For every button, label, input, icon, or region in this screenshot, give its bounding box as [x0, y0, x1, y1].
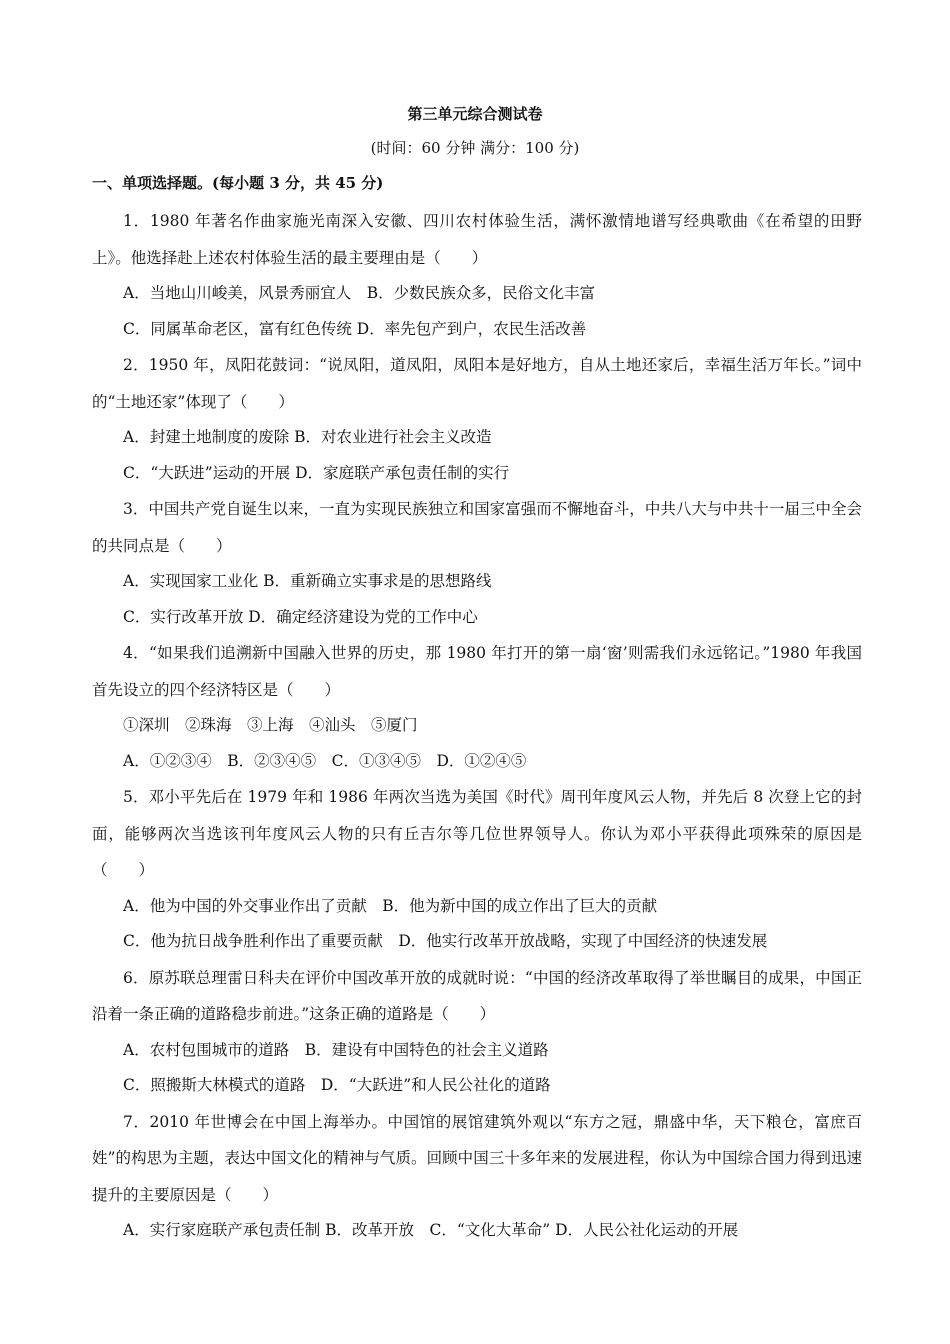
question-6	[92, 960, 862, 1104]
item-list: ①深圳 ②珠海 ③上海 ④汕头 ⑤厦门	[123, 716, 418, 734]
question-4	[92, 635, 862, 779]
option-line: A．实现国家工业化 B．重新确立实事求是的思想路线	[123, 572, 492, 590]
option-line: C．照搬斯大林模式的道路 D．“大跃进”和人民公社化的道路	[123, 1076, 551, 1094]
option-line: C．同属革命老区，富有红色传统 D．率先包产到户，农民生活改善	[123, 319, 587, 338]
exam-info: (时间：60 分钟 满分：100 分)	[370, 139, 580, 157]
option-line: A．封建土地制度的废除 B．对农业进行社会主义改造	[123, 428, 492, 446]
option-line: C．“大跃进”运动的开展 D．家庭联产承包责任制的实行	[123, 463, 510, 482]
option-line: C．他为抗日战争胜利作出了重要贡献 D．他实行改革开放战略，实现了中国经济的快速发展	[123, 932, 768, 950]
option-line: C．实行改革开放 D．确定经济建设为党的工作中心	[123, 607, 478, 626]
question-5	[92, 779, 862, 960]
option-line: A．他为中国的外交事业作出了贡献 B．他为新中国的成立作出了巨大的贡献	[123, 896, 658, 915]
question-3	[92, 491, 862, 635]
question-stem: 7．2010 年世博会在中国上海举办。中国馆的展馆建筑外观以“东方之冠，鼎盛中华，天下粮仓，富庶百姓”的构思为主题，表达中国文化的精神与气质。回顾中国三十多年来的发展进程，你认为中国综合国力得到迅速提升的主要原因是（ ）	[92, 1112, 862, 1204]
question-1	[92, 203, 862, 347]
question-stem: 6．原苏联总理雷日科夫在评价中国改革开放的成就时说：“中国的经济改革取得了举世瞩目的成果，中国正沿着一条正确的道路稳步前进。”这条正确的道路是（ ）	[92, 968, 862, 1023]
question-stem: 5．邓小平先后在 1979 年和 1986 年两次当选为美国《时代》周刊年度风云人物，并先后 8 次登上它的封面，能够两次当选该刊年度风云人物的只有丘吉尔等几位世界领导人。你认为邓小平获得此项殊荣的原因是（ ）	[92, 788, 862, 879]
question-stem: 3．中国共产党自诞生以来，一直为实现民族独立和国家富强而不懈地奋斗，中共八大与中共十一届三中全会的共同点是（ ）	[92, 500, 862, 555]
question-stem: 1．1980 年著名作曲家施光南深入安徽、四川农村体验生活，满怀激情地谱写经典歌曲《在希望的田野上》。他选择赴上述农村体验生活的最主要理由是（ ）	[92, 212, 862, 267]
question-stem: 4．“如果我们追溯新中国融入世界的历史，那 1980 年打开的第一扇‘窗’则需我们永远铭记。”1980 年我国首先设立的四个经济特区是（ ）	[92, 644, 862, 699]
option-line: A．农村包围城市的道路 B．建设有中国特色的社会主义道路	[123, 1040, 549, 1059]
option-line: A．实行家庭联产承包责任制 B．改革开放 C．“文化大革命” D．人民公社化运动的开展	[123, 1221, 739, 1239]
question-list	[92, 203, 862, 1249]
option-line: A．当地山川峻美，风景秀丽宜人 B．少数民族众多，民俗文化丰富	[123, 284, 596, 302]
option-line: A．①②③④ B．②③④⑤ C．①③④⑤ D．①②④⑤	[123, 751, 527, 770]
question-7	[92, 1104, 862, 1249]
section-heading: 一、单项选择题。(每小题 3 分，共 45 分)	[92, 174, 384, 192]
question-2	[92, 347, 862, 491]
page-title: 第三单元综合测试卷	[407, 105, 543, 123]
question-stem: 2．1950 年，凤阳花鼓词：“说凤阳，道凤阳，凤阳本是好地方，自从土地还家后，幸福生活万年长。”词中的“土地还家”体现了（ ）	[92, 356, 862, 411]
